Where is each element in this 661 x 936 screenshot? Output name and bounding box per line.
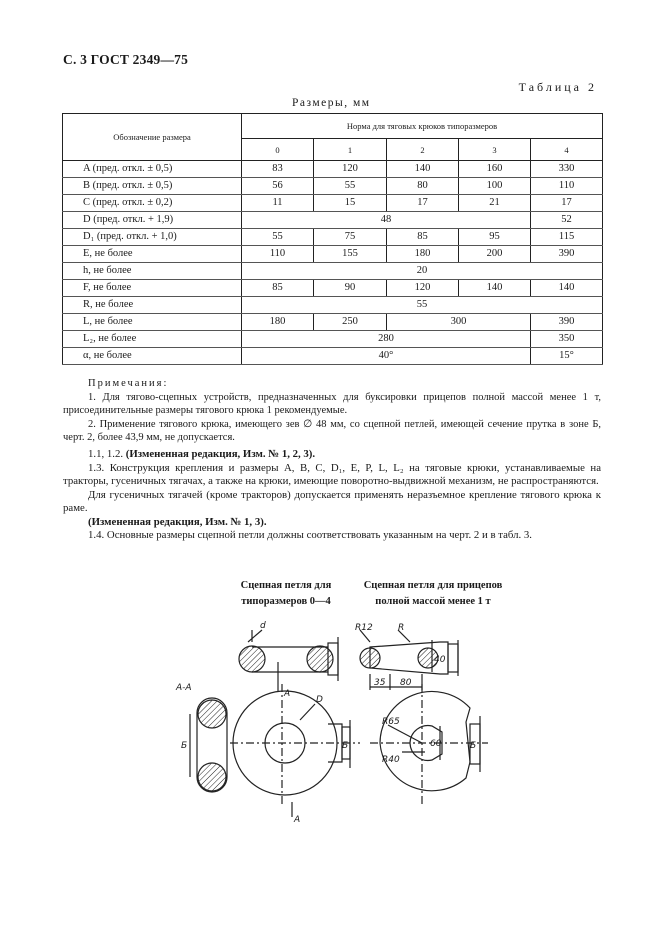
- table-units-caption: Размеры, мм: [292, 97, 371, 109]
- table-cell: 20: [242, 263, 603, 280]
- table-cell: 155: [314, 246, 387, 263]
- table-cell: 11: [242, 195, 314, 212]
- amendment-note: (Измененная редакция, Изм. № 1, 3).: [88, 515, 267, 528]
- table-cell: 120: [314, 161, 387, 178]
- size-header: 0: [242, 139, 314, 161]
- side-view-left: [239, 630, 338, 692]
- table-cell: 85: [242, 280, 314, 297]
- table-cell: 280: [242, 331, 531, 348]
- label-b-right: Б: [470, 741, 477, 751]
- caption-line: Сцепная петля для прицепов: [363, 580, 503, 591]
- table-row: [63, 331, 603, 348]
- page-header: С. 3 ГОСТ 2349—75: [63, 52, 189, 67]
- row-label: D (пред. откл. + 1,9): [63, 212, 242, 229]
- row-label: C (пред. откл. ± 0,2): [63, 195, 242, 212]
- table-cell: 55: [242, 297, 603, 314]
- table-cell: 55: [314, 178, 387, 195]
- notes-block: [63, 377, 601, 445]
- label-diameter-d: D: [316, 695, 323, 705]
- figure-caption-left: [222, 578, 350, 610]
- table-cell: 140: [459, 280, 531, 297]
- row-label: F, не более: [63, 280, 242, 297]
- paragraph-tracked-tractors: Для гусеничных тягачей (кроме тракторов) допускается применять неразъемное крепление тягового крюка к раме.: [63, 488, 601, 514]
- table-row: [63, 246, 603, 263]
- label-a-top: A: [284, 689, 291, 699]
- table-cell: 140: [531, 280, 603, 297]
- size-header: 3: [459, 139, 531, 161]
- section-a-a: [190, 698, 227, 792]
- table-cell: 300: [387, 314, 531, 331]
- table-cell: 90: [314, 280, 387, 297]
- table-cell: 48: [242, 212, 531, 229]
- table-cell: 110: [242, 246, 314, 263]
- label-r40: R40: [382, 755, 400, 765]
- table-cell: 83: [242, 161, 314, 178]
- towing-eye-drawing: [170, 612, 500, 827]
- table-row: [63, 314, 603, 331]
- label-r: R: [398, 623, 405, 633]
- table-cell: 180: [242, 314, 314, 331]
- table-cell: 100: [459, 178, 531, 195]
- row-label: B (пред. откл. ± 0,5): [63, 178, 242, 195]
- table-cell: 52: [531, 212, 603, 229]
- table-row: [63, 161, 603, 178]
- table-cell: 17: [531, 195, 603, 212]
- table-row: [63, 297, 603, 314]
- row-label: L₂, не более: [63, 331, 242, 348]
- label-d: d: [260, 621, 266, 631]
- table-cell: 15: [314, 195, 387, 212]
- table-row: [63, 212, 603, 229]
- table-cell: 330: [531, 161, 603, 178]
- table-cell: 110: [531, 178, 603, 195]
- paragraph-1-1-2: [63, 448, 601, 462]
- label-section-aa: A-A: [176, 683, 192, 693]
- table-cell: 75: [314, 229, 387, 246]
- table-cell: 140: [387, 161, 459, 178]
- table-cell: 17: [387, 195, 459, 212]
- size-header: 2: [387, 139, 459, 161]
- table-row: [63, 178, 603, 195]
- table-cell: 160: [459, 161, 531, 178]
- caption-line: полной массой менее 1 т: [375, 596, 491, 607]
- table-cell: 95: [459, 229, 531, 246]
- col-header-norm: Норма для тяговых крюков типоразмеров: [242, 114, 603, 139]
- row-label: E, не более: [63, 246, 242, 263]
- table-cell: 250: [314, 314, 387, 331]
- row-label: A (пред. откл. ± 0,5): [63, 161, 242, 178]
- table-cell: 55: [242, 229, 314, 246]
- table-cell: 390: [531, 314, 603, 331]
- paragraph-1-4: 1.4. Основные размеры сцепной петли должны соответствовать указанным на черт. 2 и в табл. 3.: [88, 529, 532, 541]
- plan-view-left: [230, 684, 360, 817]
- amendment-note: (Измененная редакция, Изм. № 1, 2, 3).: [125, 448, 316, 460]
- body-text: [63, 448, 601, 543]
- table-cell: 21: [459, 195, 531, 212]
- table-row: [63, 263, 603, 280]
- row-label: α, не более: [63, 348, 242, 365]
- table-row: [63, 195, 603, 212]
- paragraph-1-3: 1.3. Конструкция крепления и размеры A, B, C, D₁, E, P, L, L₂ на тяговые крюки, устанавливаемые на тракторы, гусеничных тягачах, а также на крюки, имеющие поворотно-выдвижной механизм, не распространяются.: [63, 461, 601, 487]
- label-b-left: Б: [181, 741, 188, 751]
- note-item: 2. Применение тягового крюка, имеющего зев ∅ 48 мм, со сцепной петлей, имеющей сечение прутка в зоне Б, черт. 2, более 43,9 мм, не допускается.: [63, 418, 601, 443]
- table-row: [63, 348, 603, 365]
- table-row: [63, 229, 603, 246]
- table-cell: 120: [387, 280, 459, 297]
- label-60: 60: [430, 739, 442, 749]
- label-40-top: 40: [434, 655, 446, 665]
- notes-title: Примечания:: [88, 378, 169, 389]
- note-item: 1. Для тягово-сцепных устройств, предназначенных для буксировки прицепов полной массой менее 1 т, присоединительные размеры тягового крюка 1 рекомендуемые.: [63, 391, 601, 416]
- label-80: 80: [400, 678, 412, 688]
- table-cell: 80: [387, 178, 459, 195]
- table-cell: 180: [387, 246, 459, 263]
- row-label: R, не более: [63, 297, 242, 314]
- dimensions-table: [62, 113, 603, 365]
- row-label: D₁ (пред. откл. + 1,0): [63, 229, 242, 246]
- row-label: L, не более: [63, 314, 242, 331]
- col-header-designation: Обозначение размера: [63, 114, 242, 161]
- label-b-mid: Б: [342, 741, 349, 751]
- paragraph-prefix: 1.1, 1.2.: [88, 448, 126, 460]
- table-cell: 350: [531, 331, 603, 348]
- table-cell: 390: [531, 246, 603, 263]
- table-row: [63, 280, 603, 297]
- table-cell: 15°: [531, 348, 603, 365]
- label-35: 35: [374, 678, 386, 688]
- size-header: 4: [531, 139, 603, 161]
- table-cell: 85: [387, 229, 459, 246]
- label-r12: R12: [355, 623, 373, 633]
- table-cell: 40°: [242, 348, 531, 365]
- size-header: 1: [314, 139, 387, 161]
- table-cell: 115: [531, 229, 603, 246]
- table-cell: 200: [459, 246, 531, 263]
- table-number-label: Таблица 2: [518, 80, 597, 94]
- caption-line: Сцепная петля для: [240, 580, 332, 591]
- table-body: [63, 161, 603, 365]
- caption-line: типоразмеров 0—4: [241, 596, 331, 607]
- label-r65: R65: [382, 717, 400, 727]
- label-a-bottom: A: [294, 815, 301, 825]
- table-cell: 56: [242, 178, 314, 195]
- figure-caption-right: [348, 578, 518, 610]
- row-label: h, не более: [63, 263, 242, 280]
